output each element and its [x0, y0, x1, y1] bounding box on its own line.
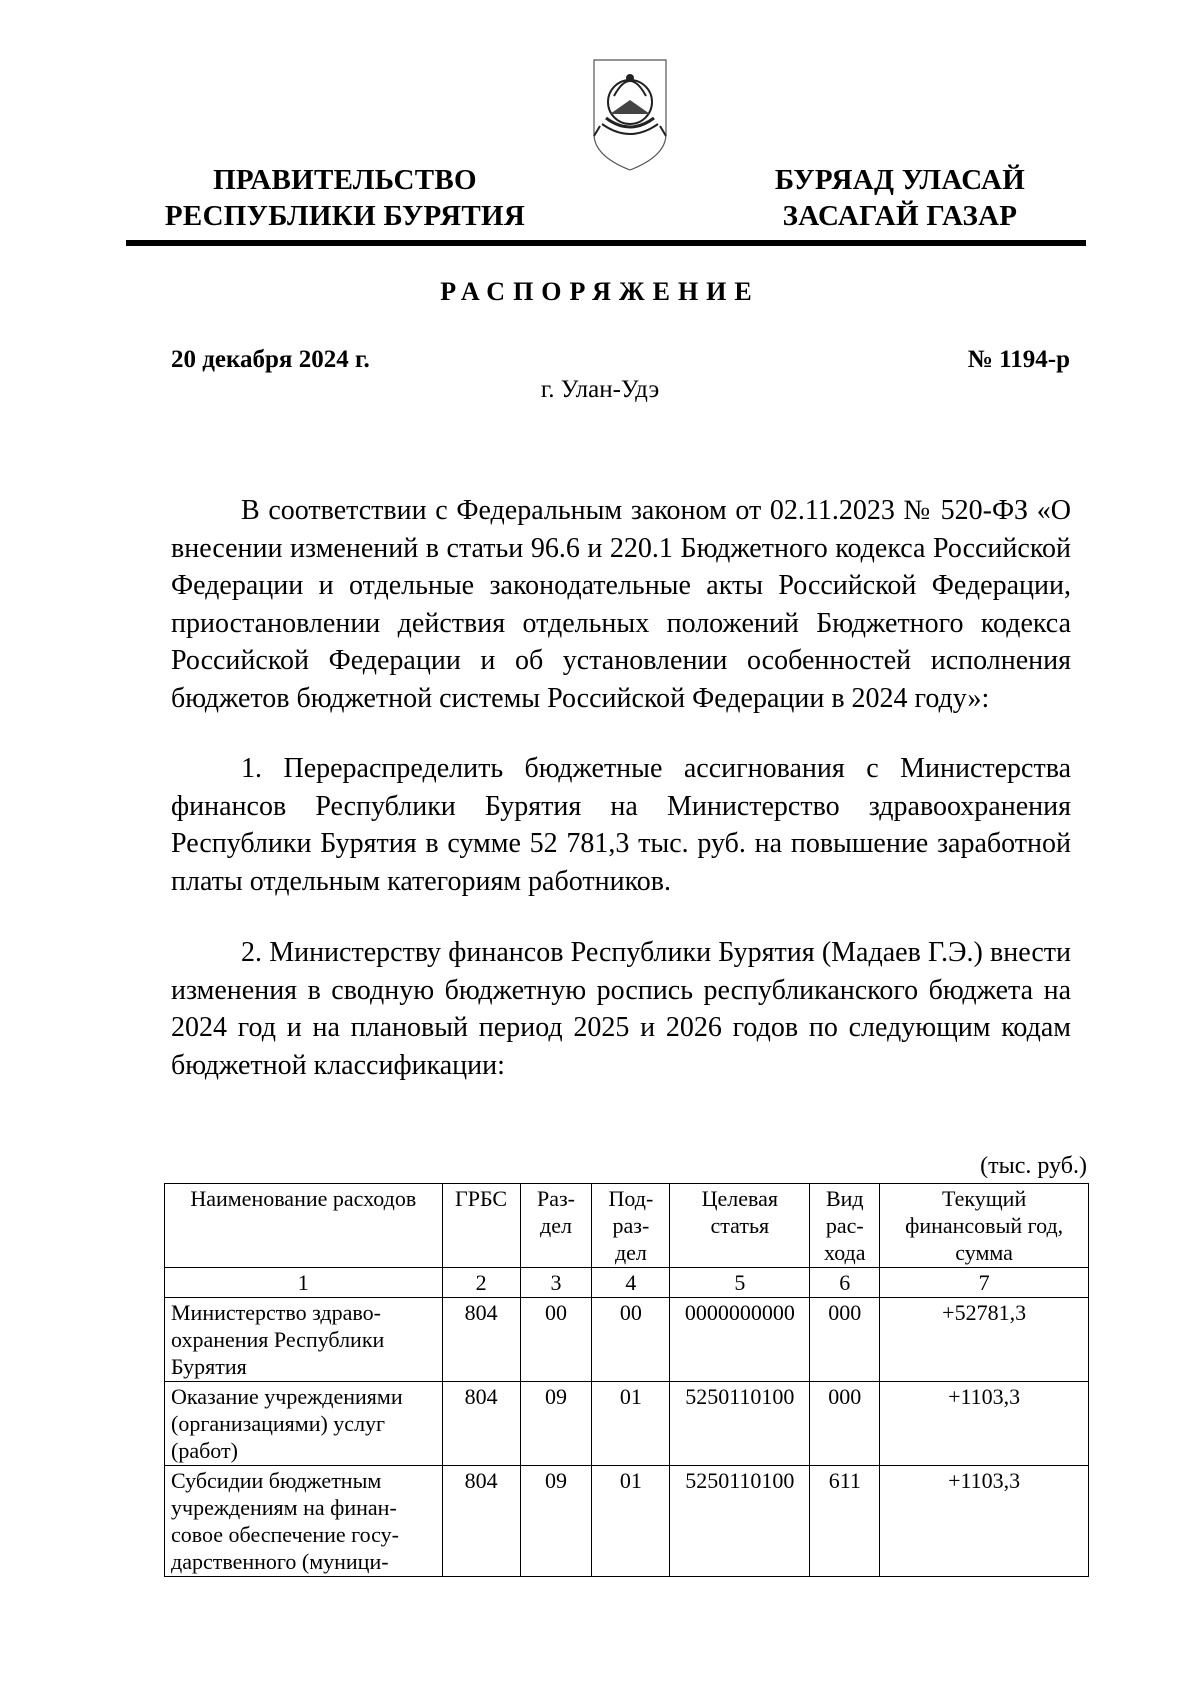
header-razdel: Раз-дел: [520, 1184, 592, 1268]
government-name-russian: [160, 162, 530, 234]
preamble-paragraph: В соответствии с Федеральным законом от 02.11.2023 № 520-ФЗ «О внесении изменений в статьи 96.6 и 220.1 Бюджетного кодекса Российской Федерации и отдельные законодательные акты Российской Федерации, приостановлении действия отдельных положений Бюджетного кодекса Российской Федерации и об установлении особенностей исполнения бюджетов бюджетной системы Российской Федерации в 2024 году»:: [171, 495, 1071, 714]
header-podrazdel: Под-раз-дел: [592, 1184, 670, 1268]
table-header-row: [165, 1184, 1089, 1268]
header-grbs: ГРБС: [442, 1184, 520, 1268]
cell-summa: +1103,3: [880, 1382, 1089, 1466]
document-type-title: РАСПОРЯЖЕНИЕ: [440, 277, 760, 306]
column-number: 1: [165, 1268, 443, 1298]
document-city: г. Улан-Удэ: [540, 376, 660, 403]
cell-razdel: 09: [520, 1466, 592, 1577]
item-1-paragraph: 1. Перераспределить бюджетные ассигнования с Министерства финансов Республики Бурятия на Министерство здравоохранения Республики Бурятия в сумме 52 781,3 тыс. руб. на повышение заработной платы отдельным категориям работников.: [171, 753, 1071, 897]
table-units: (тыс. руб.): [980, 1153, 1087, 1179]
table-row: [165, 1466, 1089, 1577]
cell-celevaya: 5250110100: [670, 1466, 810, 1577]
column-number: 3: [520, 1268, 592, 1298]
header-vid: Вид рас-хода: [810, 1184, 880, 1268]
cell-vid: 000: [810, 1382, 880, 1466]
cell-name: Оказание учреждениями (организациями) услуг (работ): [165, 1382, 443, 1466]
header-divider: [126, 240, 1086, 246]
cell-grbs: 804: [442, 1466, 520, 1577]
cell-name: Субсидии бюджетным учреждениям на финан-совое обеспечение госу-дарственного (муници-: [165, 1466, 443, 1577]
cell-summa: +1103,3: [880, 1466, 1089, 1577]
government-buryat-line-1: БУРЯАД УЛАСАЙ: [774, 164, 1026, 196]
coat-of-arms-icon: [590, 56, 670, 174]
table-row: [165, 1382, 1089, 1466]
cell-celevaya: 5250110100: [670, 1382, 810, 1466]
column-number: 5: [670, 1268, 810, 1298]
cell-razdel: 09: [520, 1382, 592, 1466]
column-number-row: [165, 1268, 1089, 1298]
header-summa: Текущий финансовый год, сумма: [880, 1184, 1089, 1268]
cell-podrazdel: 01: [592, 1466, 670, 1577]
government-line-2: РЕСПУБЛИКИ БУРЯТИЯ: [164, 200, 526, 232]
cell-razdel: 00: [520, 1298, 592, 1382]
cell-name: Министерство здраво-охранения Республики Бурятия: [165, 1298, 443, 1382]
cell-vid: 000: [810, 1298, 880, 1382]
government-buryat-line-2: ЗАСАГАЙ ГАЗАР: [782, 200, 1018, 232]
government-line-1: ПРАВИТЕЛЬСТВО: [213, 164, 477, 196]
cell-grbs: 804: [442, 1298, 520, 1382]
cell-podrazdel: 01: [592, 1382, 670, 1466]
cell-grbs: 804: [442, 1382, 520, 1466]
item-2-paragraph: 2. Министерству финансов Республики Бурятия (Мадаев Г.Э.) внести изменения в сводную бюджетную роспись республиканского бюджета на 2024 год и на плановый период 2025 и 2026 годов по следующим кодам бюджетной классификации:: [171, 937, 1071, 1081]
column-number: 6: [810, 1268, 880, 1298]
header-celevaya: Целевая статья: [670, 1184, 810, 1268]
header-name: Наименование расходов: [165, 1184, 443, 1268]
government-name-buryat: [760, 162, 1040, 234]
document-number: № 1194-р: [967, 346, 1070, 373]
cell-celevaya: 0000000000: [670, 1298, 810, 1382]
cell-summa: +52781,3: [880, 1298, 1089, 1382]
document-date: 20 декабря 2024 г.: [171, 346, 370, 373]
column-number: 2: [442, 1268, 520, 1298]
budget-table: [164, 1183, 1089, 1577]
cell-vid: 611: [810, 1466, 880, 1577]
table-row: [165, 1298, 1089, 1382]
cell-podrazdel: 00: [592, 1298, 670, 1382]
column-number: 4: [592, 1268, 670, 1298]
column-number: 7: [880, 1268, 1089, 1298]
